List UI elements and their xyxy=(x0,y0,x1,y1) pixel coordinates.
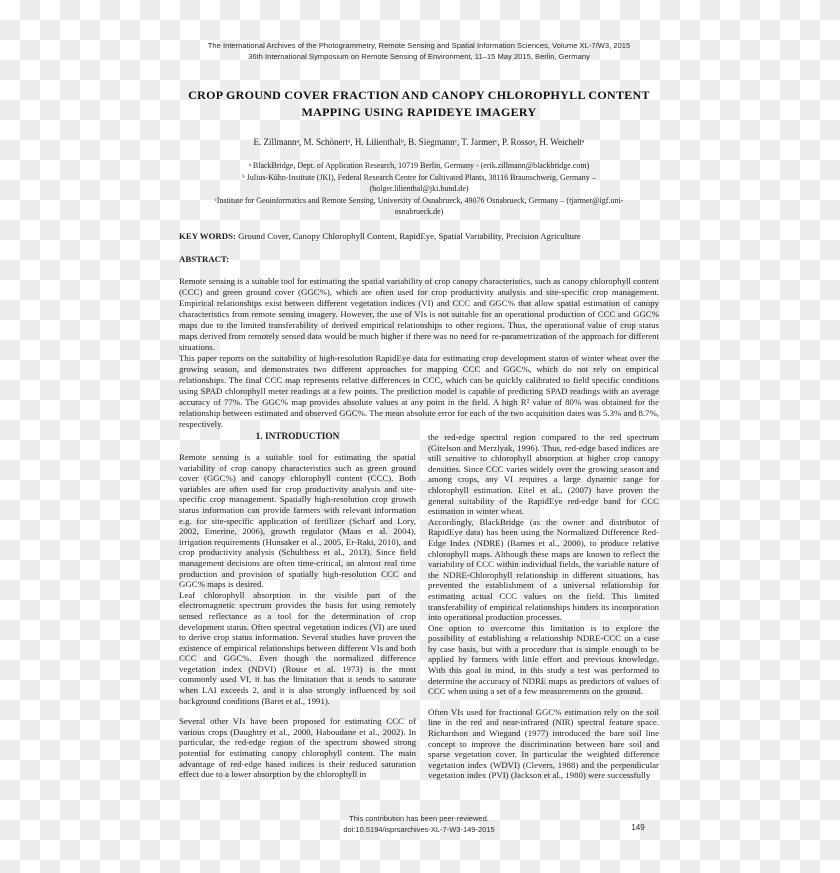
page-number: 149 xyxy=(631,823,645,832)
conference-header-line: 36th International Symposium on Remote Sensing of Environment, 11–15 May 2015, Berlin, Germany xyxy=(248,51,590,61)
intro-right-paragraph: the red-edge spectral region compared to the red spectrum (Gitelson and Merzlyak, 1996). Thus, red-edge based indices are still sensitive to chlorophyll absorption at higher crop canopy densities. Since CCC varies widely over the growing season and among crops, any VI requires a large dynamic range for chlorophyll estimation. Eitel et al., (2007) have proven the general suitability of the RapidEye red-edge band for CCC estimation in winter wheat. xyxy=(428,432,659,517)
section-heading-introduction: 1. INTRODUCTION xyxy=(255,432,340,442)
footer-doi: doi:10.5194/isprsarchives-XL-7-W3-149-2015 xyxy=(343,825,495,834)
intro-left-paragraph: Several other VIs have been proposed for estimating CCC of various crops (Daughtry et al., 2000, Haboudane et al., 2002). In particular, the red-edge region of the spectrum showed strong potential for estimating canopy chlorophyll content. The main advantage of red-edge based indices is their reduced saturation effect due to a lower absorption by the chlorophyll in xyxy=(179,716,416,780)
page-footer xyxy=(179,813,659,835)
journal-header-line: The International Archives of the Photogrammetry, Remote Sensing and Spatial Information Sciences, Volume XL-7/W3, 2015 xyxy=(207,41,631,50)
footer-review-note: This contribution has been peer-reviewed. xyxy=(349,814,489,823)
affiliation-line: osnabrueck.de) xyxy=(394,207,444,217)
abstract-paragraph: This paper reports on the suitability of high-resolution RapidEye data for estimating crop development status of winter wheat over the growing season, and demonstrates two different approaches for mapping CCC and GGC%, which do not rely on empirical relationships. The final CCC map represents relative differences in CCC, which can be quickly calibrated to field specific conditions using SPAD chlorophyll meter readings at a few points. The prediction model is capable of predicting SPAD readings with an average accuracy of 77%. The GGC% map provides absolute values at any point in the field. A high R² value of 80% was obtained for the relationship between estimated and observed GGC%. The mean absolute error for each of the two acquisition dates was 5.3% and 8.7%, respectively. xyxy=(179,353,659,429)
authors-line: E. Zillmannᵃ, M. Schönertᵃ, H. Lilienthalᵇ, B. Siegmannᶜ, T. Jarmerᶜ, P. Rossoᵃ, H. Weicheltᵃ xyxy=(253,137,585,147)
intro-left-paragraph: Leaf chlorophyll absorption in the visible part of the electromagnetic spectrum provides the basis for using remotely sensed reflectance as a tool for the determination of crop development status. Often spectral vegetation indices (VI) are used to derive crop status information. Several studies have proven the existence of empirical relationships between different VIs and both CCC and GGC%. Even though the normalized difference vegetation index (NDVI) (Rouse et al. 1973) is the most commonly used VI, it has the limitation that it tends to saturate when LAI exceeds 2, and it is also strongly influenced by soil background conditions (Baret et al., 1991). xyxy=(179,589,416,706)
affiliations xyxy=(179,160,659,218)
introduction-section xyxy=(179,432,659,781)
intro-right-paragraph: Accordingly, BlackBridge (as the owner and distributor of RapidEye data) has been using the Normalized Difference Red-Edge Index (NDRE) (Barnes et al., 2000), to produce relative chlorophyll maps. Although these maps are known to reflect the variability of CCC within individual fields, the variable nature of the NDRE-Chlorophyll relationship in different situations, has prevented the establishment of a universal relationship for estimating actual CCC values on the field. This limited transferability of empirical relationships hinders its incorporation into operational production processes. xyxy=(428,516,659,623)
keywords-line xyxy=(179,231,659,242)
keywords-text: Ground Cover, Canopy Chlorophyll Content, RapidEye, Spatial Variability, Precision Agriculture xyxy=(235,231,581,241)
paper-title-line: MAPPING USING RAPIDEYE IMAGERY xyxy=(301,104,537,119)
affiliation-line: ᵃ BlackBridge, Dept. of Application Research, 10719 Berlin, Germany - (erik.zillmann@blackbridge.com) xyxy=(248,161,590,170)
paper-title xyxy=(179,87,659,120)
paper-title-line: CROP GROUND COVER FRACTION AND CANOPY CHLOROPHYLL CONTENT xyxy=(188,88,650,102)
intro-right-paragraph: One option to overcome this limitation is to explore the possibility of establishing a relationship NDRE-CCC on a case by case basis, but with a procedure that is simple enough to be applied by farmers with little effort and previous knowledge. With this goal in mind, in this study a test was performed to determine the accuracy of NDRE maps as predictors of values of CCC when using a set of a few measurements on the ground. xyxy=(428,622,659,697)
abstract-body xyxy=(179,276,659,430)
right-column xyxy=(428,432,659,781)
abstract-label: ABSTRACT: xyxy=(179,254,230,264)
keywords-label: KEY WORDS: xyxy=(179,231,236,241)
intro-left-paragraph: Remote sensing is a suitable tool for estimating the spatial variability of crop canopy characteristics such as green ground cover (GGC%) and canopy chlorophyll content (CCC). Both variables are often used for crop productivity analysis and site-specific crop management. Spatially high-resolution crop growth status information can provide farmers with relevant information e.g. for site-specific application of fertilizer (Scharf and Lory, 2002, Emerine, 2006), growth regulator (Maas et al. 2004), irrigation requirements (Hunsaker et al., 2005, Er-Raki, 2010), and crop productivity analysis (Schulthess et al., 2013). Since field management decisions are often time-critical, an almost real time production and provision of spatially high-resolution CCC and GGC% maps is desired. xyxy=(179,452,416,590)
journal-header xyxy=(179,41,659,62)
left-column xyxy=(179,432,416,781)
affiliation-line: ᶜInstitute for Geoinformatics and Remote Sensing, University of Osnabrueck, 49076 Osnabrueck, Germany – (tjarmer@igf.uni- xyxy=(214,195,624,205)
abstract-paragraph: Remote sensing is a suitable tool for estimating the spatial variability of crop canopy characteristics, such as canopy chlorophyll content (CCC) and green ground cover (GGC%), which are often used for crop productivity analysis and site-specific crop management. Empirical relationships exist between different vegetation indices (VI) and CCC and GGC% that allow spatial estimation of canopy characteristics from remote sensing imagery. However, the use of VIs is not suitable for an operational production of CCC and GGC% maps due to the limited transferability of derived empirical relationships to other regions. Thus, the operational value of crop status maps derived from remotely sensed data would be much higher if there was no need for re-parametrization of the approach for different situations. xyxy=(179,276,659,352)
affiliation-line: (holger.lilienthal@jki.bund.de) xyxy=(369,184,469,194)
affiliation-line: ᵇ Julius-Kühn-Institute (JKI), Federal Research Centre for Cultivated Plants, 38116 Braunschweig, Germany – xyxy=(242,172,596,182)
intro-right-paragraph: Often VIs used for fractional GGC% estimation rely on the soil line in the red and near-infrared (NIR) spectral feature space. Richardson and Wiegand (1977) introduced the bare soil line concept to improve the discrimination between bare soil and sparse vegetation cover. In particular the weighted difference vegetation index (WDVI) (Clevers, 1988) and the perpendicular vegetation index (PVI) (Jackson et al., 1980) were successfully xyxy=(428,706,659,781)
